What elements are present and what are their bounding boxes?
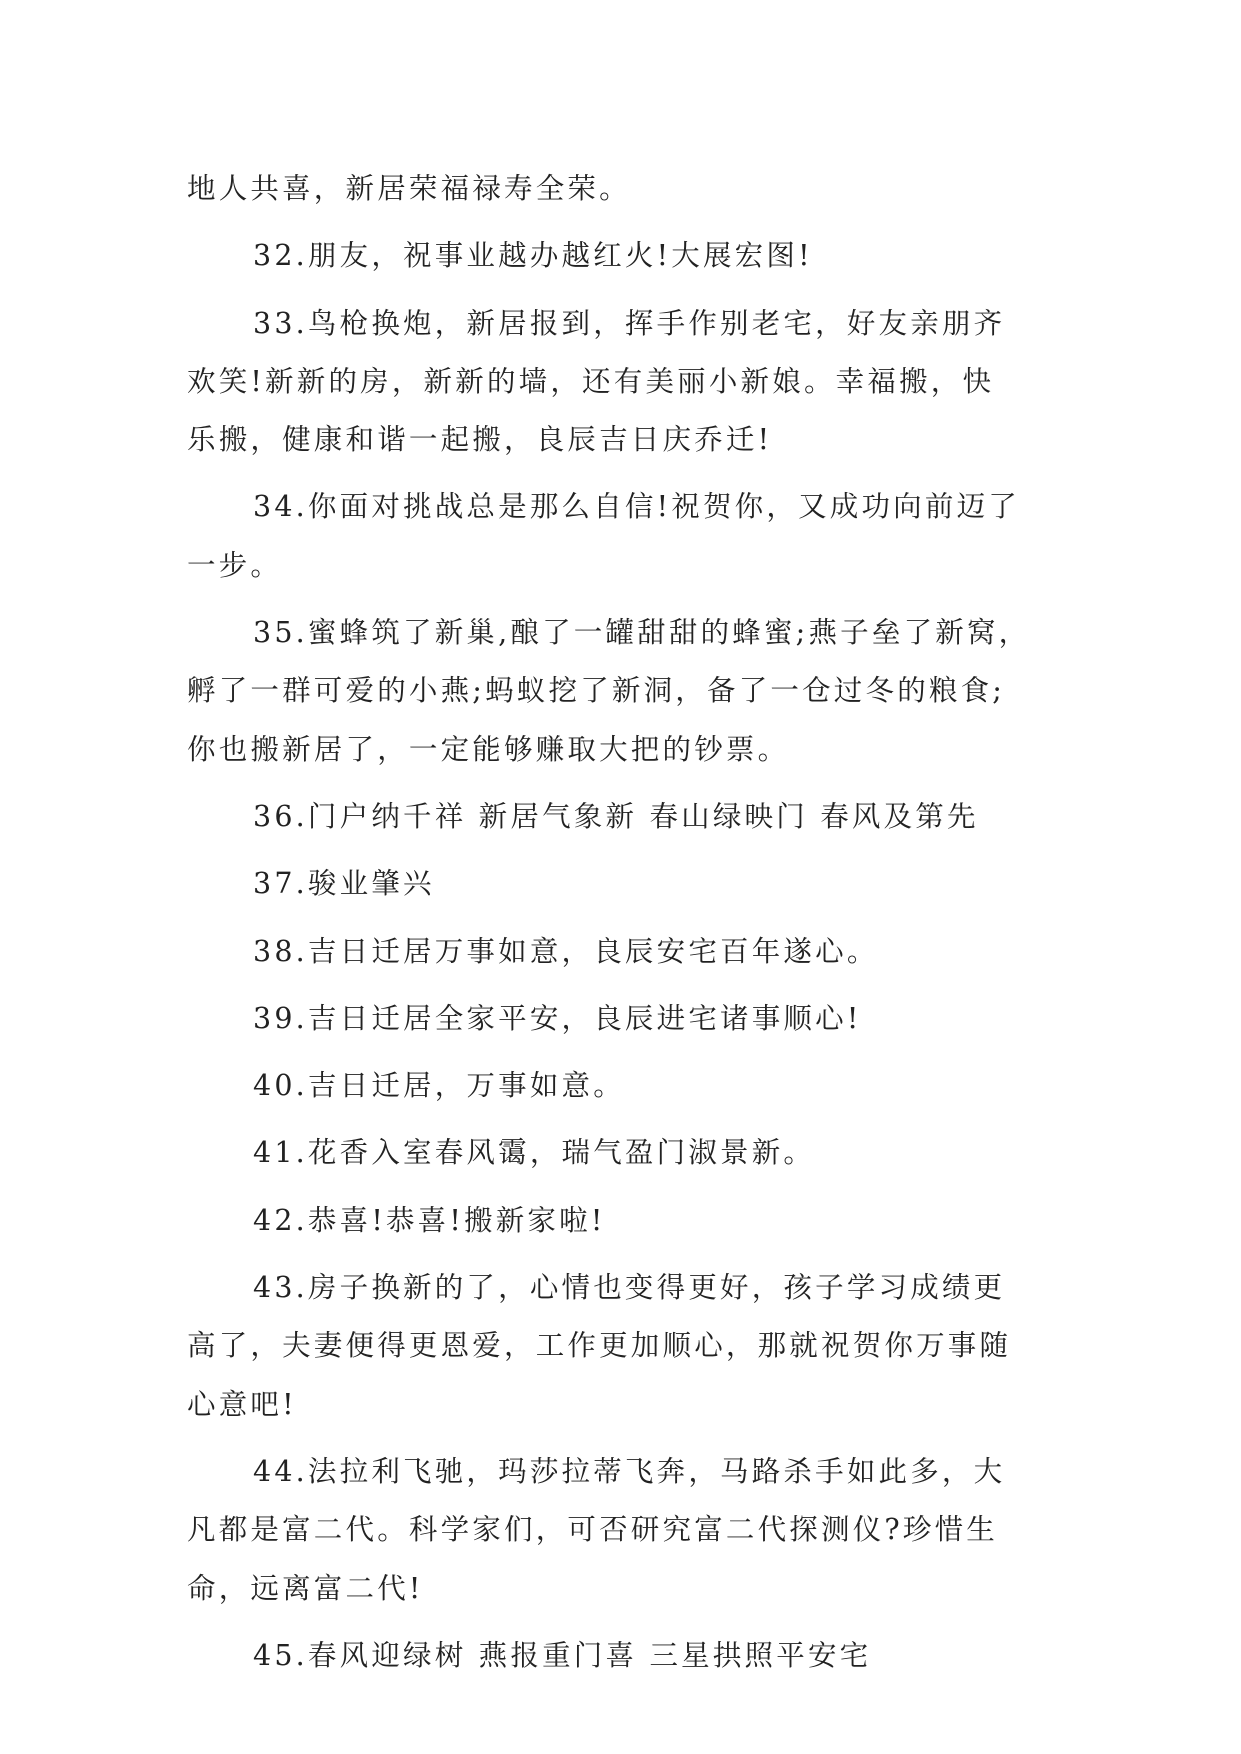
list-item-45: 45.春风迎绿树 燕报重门喜 三星拱照平安宅 xyxy=(253,1638,872,1672)
list-item-42: 42.恭喜!恭喜!搬新家啦! xyxy=(253,1203,606,1237)
list-item-37: 37.骏业肇兴 xyxy=(253,867,435,901)
text-line: 地人共喜，新居荣福禄寿全荣。 xyxy=(187,172,631,205)
text-line: 凡都是富二代。科学家们，可否研究富二代探测仪?珍惜生 xyxy=(187,1513,998,1547)
list-item-40: 40.吉日迁居，万事如意。 xyxy=(253,1069,625,1103)
list-item-35: 35.蜜蜂筑了新巢,酿了一罐甜甜的蜂蜜;燕子垒了新窝， xyxy=(253,616,1031,650)
document-body xyxy=(187,160,1067,1685)
list-item-32: 32.朋友，祝事业越办越红火!大展宏图! xyxy=(253,239,813,273)
text-line: 高了，夫妻便得更恩爱，工作更加顺心，那就祝贺你万事随 xyxy=(187,1329,1012,1363)
text-line: 命，远离富二代! xyxy=(187,1571,424,1605)
list-item-43: 43.房子换新的了，心情也变得更好，孩子学习成绩更 xyxy=(253,1271,1006,1305)
text-line: 乐搬，健康和谐一起搬，良辰吉日庆乔迁! xyxy=(187,423,773,457)
text-line: 你也搬新居了，一定能够赚取大把的钞票。 xyxy=(187,732,790,766)
list-item-38: 38.吉日迁居万事如意，良辰安宅百年遂心。 xyxy=(253,934,879,968)
list-item-41: 41.花香入室春风霭，瑞气盈门淑景新。 xyxy=(253,1136,816,1170)
text-line: 心意吧! xyxy=(187,1387,297,1421)
list-item-34: 34.你面对挑战总是那么自信!祝贺你，又成功向前迈了 xyxy=(253,490,1020,524)
text-line: 一步。 xyxy=(187,548,283,582)
list-item-44: 44.法拉利飞驰，玛莎拉蒂飞奔，马路杀手如此多，大 xyxy=(253,1454,1006,1488)
list-item-36: 36.门户纳千祥 新居气象新 春山绿映门 春风及第先 xyxy=(253,799,979,833)
list-item-33: 33.鸟枪换炮，新居报到，挥手作别老宅，好友亲朋齐 xyxy=(253,306,1006,340)
text-line: 欢笑!新新的房，新新的墙，还有美丽小新娘。幸福搬，快 xyxy=(187,364,995,398)
text-line: 孵了一群可爱的小燕;蚂蚁挖了新洞，备了一仓过冬的粮食; xyxy=(187,674,1006,708)
list-item-39: 39.吉日迁居全家平安，良辰进宅诸事顺心! xyxy=(253,1001,862,1035)
